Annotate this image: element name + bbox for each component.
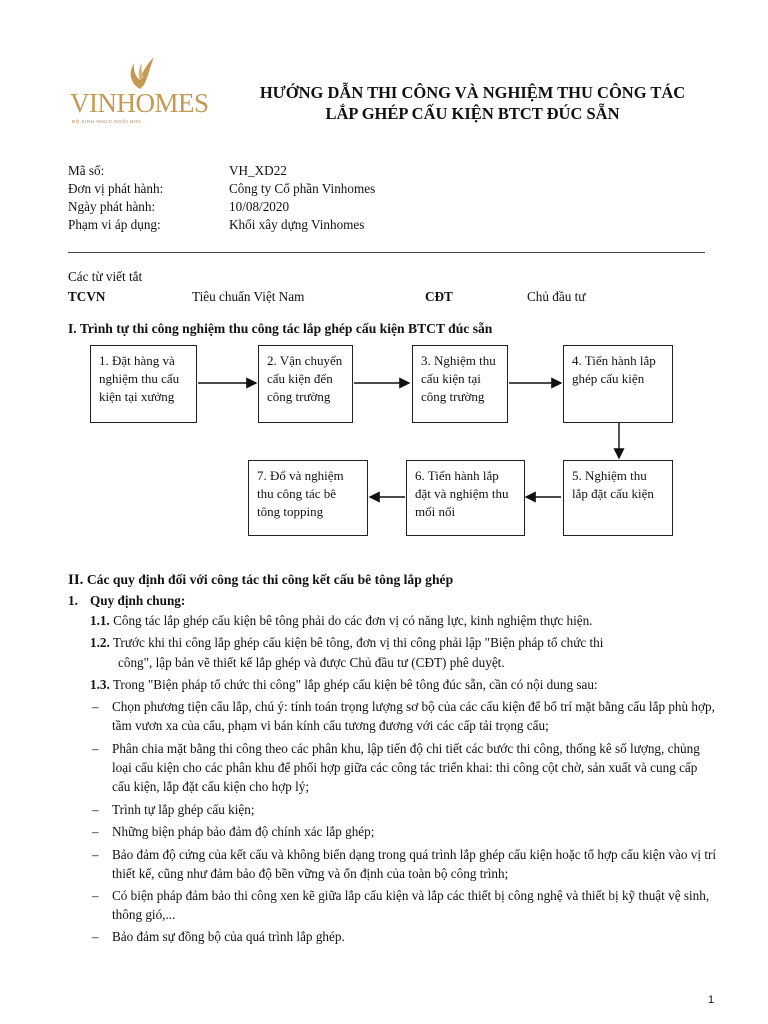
vinhomes-logo [70,55,210,125]
flow-step-3: 3. Nghiệm thu cấu kiện tại công trường [412,345,508,423]
meta-row-issuer [68,180,668,198]
abbreviations-row [68,288,688,306]
page-number: 1 [708,994,715,1006]
flow-step-1: 1. Đặt hàng và nghiệm thu cấu kiện tại xưởng [90,345,197,423]
section-2-roman: II. [68,572,84,588]
document-title [225,82,720,124]
dash-bullet-icon: – [92,802,99,817]
abbr-tcvn: TCVN [68,289,106,304]
bullet-text: Bảo đảm sự đồng bộ của quá trình lắp ghép. [112,929,345,944]
bullet-item [92,845,717,883]
divider [68,252,705,253]
bullet-text: Chọn phương tiện cẩu lắp, chú ý: tính toán trọng lượng sơ bộ của các cấu kiện để bố trí mặt bằng cẩu lắp phù hợp, tầm vươn xa của cẩu, phạm vi bán kính cẩu tương đương với các cấp tải trọng cẩu; [112,699,715,733]
document-title-line-1: HƯỚNG DẪN THI CÔNG VÀ NGHIỆM THU CÔNG TÁC [259,83,686,102]
clause-text: Công tác lắp ghép cấu kiện bê tông phải do các đơn vị có năng lực, kinh nghiệm thực hiện. [109,613,593,628]
dash-bullet-icon: – [92,888,99,903]
meta-key: Đơn vị phát hành: [68,181,164,196]
clause-text: Trước khi thi công lắp ghép cấu kiện bê tông, đơn vị thi công phải lập "Biện pháp tổ chức thi [109,635,604,650]
meta-key: Phạm vi áp dụng: [68,217,161,232]
abbr-cdt: CĐT [425,289,453,304]
subsection-number: 1. [68,593,78,608]
flow-step-4: 4. Tiến hành lắp ghép cấu kiện [563,345,673,423]
bullet-text: Có biện pháp đảm bảo thi công xen kẽ giữa lắp cấu kiện và lắp các thiết bị công nghệ và thiết bị kỹ thuật vệ sinh, thông gió,... [112,888,710,922]
bullet-item [92,697,717,735]
dash-bullet-icon: – [92,847,99,862]
clause-number: 1.3. [90,677,110,692]
dash-bullet-icon: – [92,741,99,756]
logo-wordmark: VINHOMES [70,88,209,118]
flow-step-7: 7. Đổ và nghiệm thu công tác bê tông topping [248,460,368,536]
meta-value: VH_XD22 [229,163,287,178]
clause-text-continued: công", lập bản vẽ thiết kế lắp ghép và được Chủ đầu tư (CĐT) phê duyệt. [118,655,505,670]
process-flowchart [68,340,708,550]
clause-text: Trong "Biện pháp tổ chức thi công" lắp ghép cấu kiện bê tông đúc sẵn, cần có nội dung sau: [109,677,598,692]
flow-step-6: 6. Tiến hành lắp đặt và nghiệm thu mối nối [406,460,525,536]
meta-value: Khối xây dựng Vinhomes [229,217,365,232]
abbr-cdt-full: Chủ đầu tư [527,289,586,304]
abbr-tcvn-full: Tiêu chuẩn Việt Nam [192,289,305,304]
dash-bullet-icon: – [92,929,99,944]
subsection-title: Quy định chung: [90,593,186,608]
section-2-heading-text: Các quy định đối với công tác thi công kết cấu bê tông lắp ghép [83,572,454,587]
phoenix-logo-icon [120,55,160,91]
bullet-item [92,886,717,924]
section-2-heading [68,572,453,589]
meta-row-date [68,198,668,216]
meta-value: 10/08/2020 [229,199,290,214]
meta-key: Mã số: [68,163,105,178]
logo-tagline: BỘ KINH NHỰC NGÔI NHÀ [72,119,142,124]
meta-row-scope [68,216,668,234]
clause-1-3 [90,675,720,695]
flow-step-2: 2. Vận chuyển cấu kiện đến công trường [258,345,353,423]
bullet-text: Phân chia mặt bằng thi công theo các phân khu, lập tiến độ chi tiết các bước thi công, thống kê số lượng, chủng loại cấu kiện cho các phân khu để phối hợp giữa các công tác triển khai: thi công cột chờ, sản xuất và cung cấp cấu kiện, lắp đặt cấu kiện cho hợp lý; [112,741,700,794]
bullet-text: Bảo đảm độ cứng của kết cấu và không biến dạng trong quá trình lắp ghép cấu kiện hoặc tổ hợp cấu kiện vào vị trí thiết kế, cũng như đảm bảo độ bền vững và ổn định của toàn bộ công trình; [112,847,717,881]
meta-key: Ngày phát hành: [68,199,156,214]
bullet-item [92,822,717,841]
bullet-item [92,739,717,796]
bullet-item [92,927,717,946]
dash-bullet-icon: – [92,824,99,839]
meta-value: Công ty Cổ phần Vinhomes [229,181,376,196]
clause-1-2 [90,633,720,673]
bullet-text: Trình tự lắp ghép cấu kiện; [112,802,255,817]
clause-number: 1.1. [90,613,110,628]
bullet-text: Những biện pháp bảo đảm độ chính xác lắp ghép; [112,824,375,839]
meta-row-code [68,162,668,180]
dash-bullet-icon: – [92,699,99,714]
clause-1-1 [90,611,720,631]
clause-number: 1.2. [90,635,110,650]
subsection-heading [68,593,185,609]
flow-step-5: 5. Nghiệm thu lắp đặt cấu kiện [563,460,673,536]
document-title-line-2: LẮP GHÉP CẤU KIỆN BTCT ĐÚC SẴN [325,104,620,123]
abbreviations-label: Các từ viết tắt [68,269,143,284]
bullet-item [92,800,717,819]
section-1-heading: I. Trình tự thi công nghiệm thu công tác lắp ghép cấu kiện BTCT đúc sẵn [68,321,493,336]
